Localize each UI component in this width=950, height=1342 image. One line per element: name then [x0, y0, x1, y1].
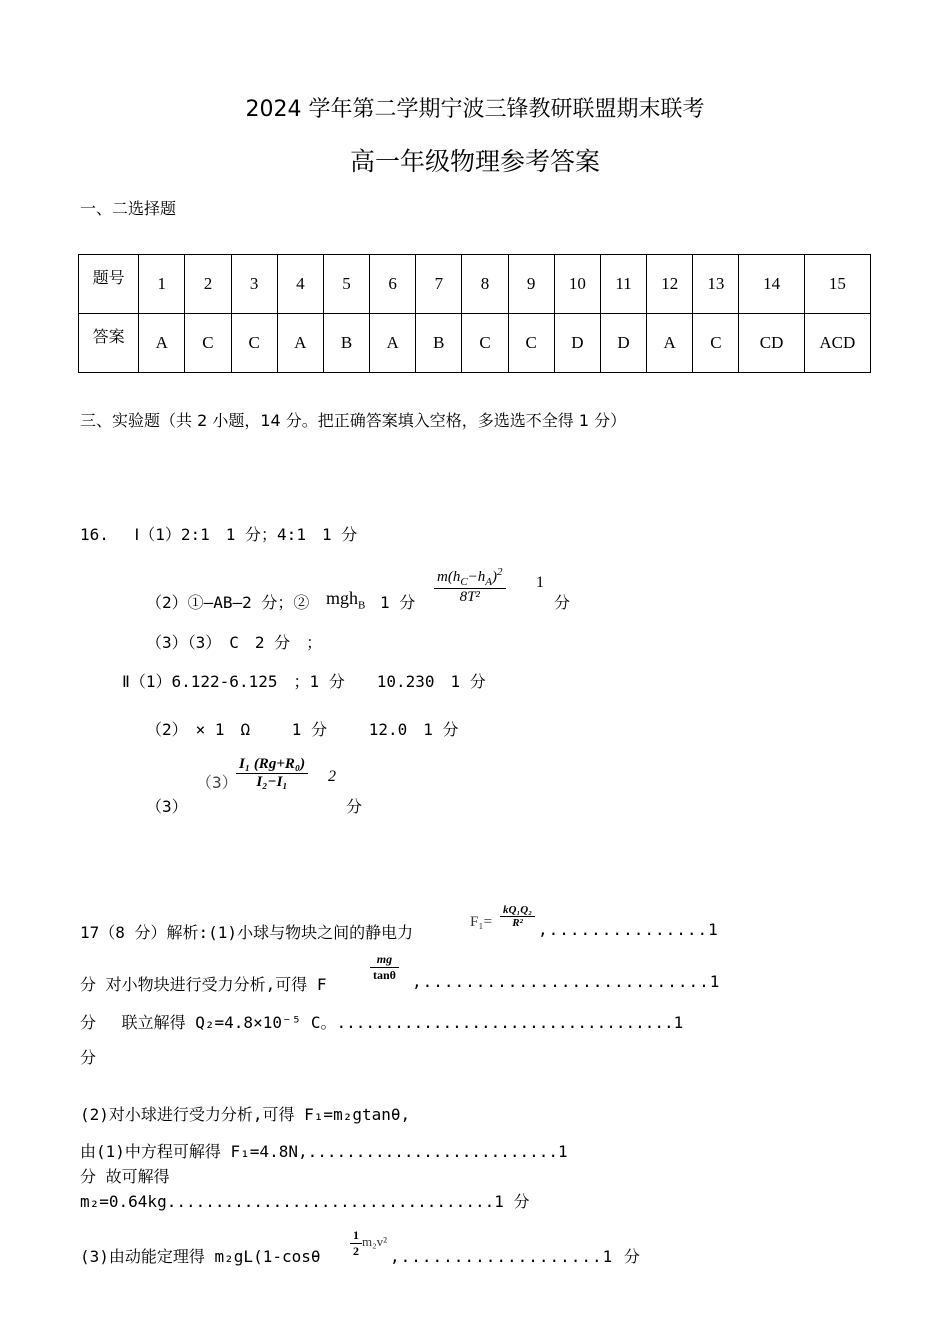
answer-cell: A: [139, 314, 185, 373]
q16-line6-inner: （3）: [196, 773, 238, 792]
tension-fraction-numerator: mg: [370, 952, 399, 968]
q17-line1-dots: ,...............1: [538, 920, 719, 939]
answer-cell: B: [416, 314, 462, 373]
frac-num-sub: C: [460, 576, 468, 588]
q17-line9-text: (3)由动能定理得 m₂gL(1-cosθ: [80, 1247, 321, 1266]
frac-num-sub: A: [485, 576, 493, 588]
resistance-fraction-denominator: I₂−I₁: [256, 774, 288, 790]
question-number: 10: [554, 255, 600, 314]
answer-cell: A: [277, 314, 323, 373]
q16-line6-prefix: （3）: [146, 797, 188, 816]
answer-cell: C: [231, 314, 277, 373]
q16-score: 1 分: [380, 593, 416, 612]
q16-line-1: 16. Ⅰ（1）2:1 1 分；4:1 1 分: [80, 525, 358, 544]
q16-line-3: （3）（3） C 2 分 ；: [146, 633, 323, 652]
answer-cell: C: [508, 314, 554, 373]
question-number: 14: [739, 255, 804, 314]
q16-mgh: [326, 588, 365, 612]
q16-frac-unit: 分: [554, 593, 571, 612]
q17-line2-text: 分 对小物块进行受力分析,可得 F: [80, 975, 327, 994]
q17-line-9: [80, 1226, 900, 1266]
q17-line2-dots: ,...........................1: [412, 972, 721, 991]
section-heading-choice: 一、二选择题: [80, 199, 177, 218]
answer-cell: C: [693, 314, 739, 373]
coulomb-fraction-denominator: R²: [512, 917, 523, 929]
tension-fraction: [370, 952, 399, 983]
answer-cell: D: [600, 314, 646, 373]
question-number: 7: [416, 255, 462, 314]
half-fraction-numerator: 1: [350, 1228, 362, 1244]
q16-mgh-text: mgh: [326, 588, 359, 608]
question-number: 9: [508, 255, 554, 314]
q16-line6-unit: 分: [346, 797, 363, 816]
coulomb-fraction: [500, 904, 535, 929]
frac-num-part: m(h: [437, 569, 461, 585]
q17-line-2: [80, 952, 900, 992]
q17-line-7: 分 故可解得: [80, 1167, 170, 1186]
q17-line-1: [80, 904, 900, 940]
answer-cell: C: [462, 314, 508, 373]
section-heading-experiment: 三、实验题（共 2 小题，14 分。把正确答案填入空格，多选选不全得 1 分）: [80, 411, 627, 430]
table-row-answers: [79, 314, 871, 373]
answer-cell: D: [554, 314, 600, 373]
q17-line-3: 分 联立解得 Q₂=4.8×10⁻⁵ C。...................................1: [80, 1013, 684, 1032]
q17-line-4: 分: [80, 1048, 97, 1067]
q16-line-6: [146, 754, 446, 814]
answer-cell: A: [647, 314, 693, 373]
q17-line1-text: 17（8 分）解析:(1)小球与物块之间的静电力: [80, 923, 414, 942]
q17-line-8: m₂=0.64kg..................................1 分: [80, 1192, 530, 1211]
tension-fraction-denominator: tanθ: [373, 968, 396, 982]
q16-line6-score: 2: [328, 768, 336, 785]
document-title: 2024 学年第二学期宁波三锋教研联盟期末联考: [245, 97, 705, 122]
answer-cell: B: [323, 314, 369, 373]
frac-num-part: ): [492, 569, 498, 585]
half-fraction: [350, 1228, 362, 1259]
answer-table: [78, 254, 871, 373]
question-number: 11: [600, 255, 646, 314]
q16-mgh-sub: B: [358, 599, 366, 612]
frac-num-sup: 2: [497, 566, 503, 578]
answer-cell: CD: [739, 314, 804, 373]
q16-line-4: Ⅱ（1）6.122-6.125 ；1 分 10.230 1 分: [122, 672, 486, 691]
question-number: 5: [323, 255, 369, 314]
resistance-fraction-numerator: I₁ (Rg+R₀): [236, 756, 308, 774]
question-number: 1: [139, 255, 185, 314]
energy-fraction: [434, 566, 506, 606]
q17-force-label: F₁=: [470, 914, 493, 930]
question-number: 8: [462, 255, 508, 314]
q16-line2-text: （2）①—AB—2 分；②: [146, 593, 310, 612]
q17-kinetic-term: m₂v²: [362, 1234, 388, 1249]
question-number: 4: [277, 255, 323, 314]
question-number: 6: [370, 255, 416, 314]
q17-line-6: 由(1)中方程可解得 F₁=4.8N,..........................1: [80, 1142, 568, 1161]
question-number: 12: [647, 255, 693, 314]
row-label-number: 题号: [79, 255, 139, 314]
energy-fraction-denominator: 8T²: [459, 589, 480, 605]
answer-cell: ACD: [804, 314, 870, 373]
q16-frac-score: 1: [536, 574, 544, 591]
answer-cell: C: [185, 314, 231, 373]
q16-line-5: （2） × 1 Ω 1 分 12.0 1 分: [146, 720, 459, 739]
question-number: 15: [804, 255, 870, 314]
half-fraction-denominator: 2: [353, 1244, 359, 1258]
question-number: 2: [185, 255, 231, 314]
q17-line9-dots: ,...................1 分: [390, 1247, 641, 1266]
row-label-answer: 答案: [79, 314, 139, 373]
question-number: 3: [231, 255, 277, 314]
q17-line-5: (2)对小球进行受力分析,可得 F₁=m₂gtanθ,: [80, 1105, 411, 1124]
resistance-fraction: [236, 756, 308, 791]
table-row-numbers: [79, 255, 871, 314]
energy-fraction-numerator: [434, 566, 506, 589]
document-subtitle: 高一年级物理参考答案: [349, 147, 600, 176]
answer-cell: A: [370, 314, 416, 373]
frac-num-part: −h: [467, 569, 486, 585]
coulomb-fraction-numerator: kQ₁Q₂: [500, 904, 535, 917]
question-number: 13: [693, 255, 739, 314]
